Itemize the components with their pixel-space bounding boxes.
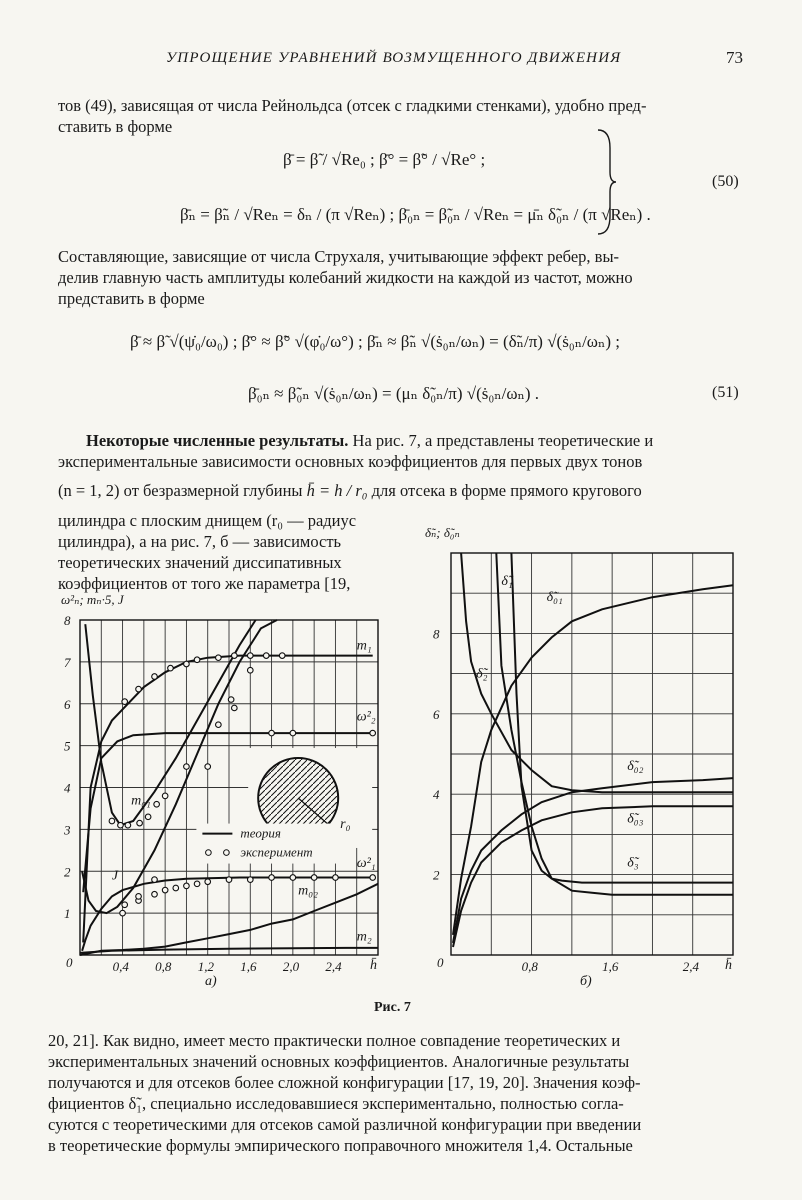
legend-experiment-label: эксперимент <box>240 844 313 860</box>
y-tick-label: 4 <box>64 780 71 796</box>
x-tick-label: 0,8 <box>521 959 538 974</box>
figure-7b <box>415 525 755 1002</box>
series-label: δ̃₂ <box>476 666 488 682</box>
para2-line: представить в форме <box>58 289 205 308</box>
x-tick-label: 1,6 <box>240 959 257 974</box>
experimental-point <box>232 653 238 659</box>
x-axis-label: h̄ <box>725 958 732 973</box>
y-axis-label: δ̃ₙ; δ̃₀ₙ <box>425 525 460 540</box>
experimental-point <box>247 667 253 673</box>
x-tick-label: 1,2 <box>197 959 214 974</box>
panel-label: б) <box>580 974 592 989</box>
experimental-point <box>184 764 190 770</box>
results-line: теоретических значений диссипативных <box>58 553 342 572</box>
results-first-line <box>58 430 744 451</box>
x-tick-label: 0,8 <box>155 959 172 974</box>
experimental-point <box>232 705 238 711</box>
y-tick-label: 1 <box>64 906 71 922</box>
experimental-point <box>109 818 115 824</box>
intro-paragraph <box>58 95 744 137</box>
series-line <box>453 778 733 943</box>
experimental-point <box>269 875 275 881</box>
experimental-point <box>173 885 179 891</box>
x-tick-label: 2,4 <box>325 959 342 974</box>
x-tick-label: 2,0 <box>282 959 300 974</box>
para2-line: Составляющие, зависящие от числа Струхаля, учитывающие эффект ребер, вы- <box>58 247 620 266</box>
y-tick-label: 4 <box>433 787 440 803</box>
results-paragraph <box>58 430 744 501</box>
experimental-point <box>370 875 376 881</box>
series-label: m₂ <box>356 929 372 945</box>
y-tick-label: 6 <box>433 706 440 722</box>
legend-experiment-swatch <box>206 850 212 856</box>
experimental-point <box>333 875 339 881</box>
radius-label: r₀ <box>340 816 351 832</box>
x-tick-label: 1,6 <box>602 959 619 974</box>
experimental-point <box>269 730 275 736</box>
results-line: цилиндра), а на рис. 7, б — зависимость <box>58 532 342 551</box>
experimental-point <box>154 801 160 807</box>
eq51-number: (51) <box>712 384 739 401</box>
experimental-point <box>216 722 222 728</box>
series-label: m₀₂ <box>298 883 319 899</box>
experimental-point <box>162 793 168 799</box>
origin-label: 0 <box>66 955 73 970</box>
page-number: 73 <box>726 48 743 67</box>
figure-7a <box>55 592 395 1002</box>
closing-line: суются с теоретическими для отсеков самой различной конфигурации при введении <box>48 1115 642 1134</box>
series-line <box>453 806 733 947</box>
experimental-point <box>168 665 174 671</box>
y-tick-label: 6 <box>64 696 71 712</box>
experimental-point <box>263 653 269 659</box>
running-title: УПРОЩЕНИЕ УРАВНЕНИЙ ВОЗМУЩЕННОГО ДВИЖЕНИЯ <box>166 50 622 66</box>
experimental-point <box>145 814 151 820</box>
experimental-point <box>311 875 317 881</box>
results-line: экспериментальные зависимости основных коэффициентов для первых двух тонов <box>58 452 643 471</box>
figure-caption: Рис. 7 <box>374 1000 411 1015</box>
series-label: J <box>111 868 119 884</box>
experimental-point <box>122 699 128 705</box>
series-label: ω²₂ <box>356 709 376 725</box>
page-header <box>0 48 802 72</box>
series-label: δ̃₃ <box>627 855 639 871</box>
series-label: ω²₁ <box>356 856 376 872</box>
strouhal-paragraph <box>58 246 744 309</box>
results-line: коэффициентов от того же параметра [19, <box>58 574 351 593</box>
results-narrow-column <box>58 510 398 594</box>
experimental-point <box>216 655 222 661</box>
y-tick-label: 2 <box>433 867 440 883</box>
intro-line: тов (49), зависящая от числа Рейнольдса (отсек с гладкими стенками), удобно пред- <box>58 96 647 115</box>
closing-line: экспериментальных значений основных коэффициентов. Аналогичные результаты <box>48 1052 630 1071</box>
eq51-row1: β̄ ≈ β̃ √(ψ̇₀/ω₀) ; β̄° ≈ β̃° √(φ̇₀/ω°) ; β̄ₙ ≈ β̃ₙ √(ṡ₀ₙ/ωₙ) = (δ̃ₙ/π) √(ṡ₀ₙ/ωₙ) ; <box>130 332 620 351</box>
series-label: δ̃₁ <box>501 574 513 590</box>
eq51-row2: β̄₀ₙ ≈ β̃₀ₙ √(ṡ₀ₙ/ωₙ) = (μₙ δ̃₀ₙ/π) √(ṡ₀ₙ/ωₙ) . <box>248 384 540 403</box>
results-line: цилиндра с плоским днищем (r₀ — радиус <box>58 511 357 530</box>
experimental-point <box>205 879 211 885</box>
closing-line: фициентов δ̃₁, специально исследовавшиеся экспериментально, полностью согла- <box>48 1094 624 1113</box>
closing-paragraph <box>48 1030 744 1156</box>
experimental-point <box>120 910 126 916</box>
panel-label: a) <box>205 974 217 989</box>
legend-experiment-swatch <box>224 850 230 856</box>
experimental-point <box>290 730 296 736</box>
experimental-point <box>184 661 190 667</box>
y-tick-label: 5 <box>64 738 71 754</box>
series-label: δ̃₀₃ <box>627 811 644 827</box>
experimental-point <box>247 653 253 659</box>
experimental-point <box>122 902 128 908</box>
experimental-point <box>228 697 234 703</box>
closing-line: 20, 21]. Как видно, имеет место практически полное совпадение теоретических и <box>48 1031 621 1050</box>
intro-line: ставить в форме <box>58 117 173 136</box>
legend-theory-label: теория <box>240 825 281 841</box>
closing-line: получаются и для отсеков более сложной конфигурации [17, 19, 20]. Значения коэф- <box>48 1073 641 1092</box>
experimental-point <box>152 891 158 897</box>
y-axis-label: ω²ₙ; mₙ·5, J <box>61 592 124 607</box>
depth-formula: h̄ = h / r₀ <box>306 481 368 500</box>
results-line: (n = 1, 2) от безразмерной глубины <box>58 481 303 500</box>
experimental-point <box>137 820 143 826</box>
experimental-point <box>184 883 190 889</box>
experimental-point <box>194 881 200 887</box>
experimental-point <box>152 674 158 680</box>
series-line <box>511 553 733 883</box>
para2-line: делив главную часть амплитуды колебаний жидкости на каждой из частот, можно <box>58 268 633 287</box>
experimental-point <box>205 764 211 770</box>
experimental-point <box>247 877 253 883</box>
experimental-point <box>136 686 142 692</box>
x-axis-label: h̄ <box>370 958 377 973</box>
closing-line: в теоретические формулы эмпирического поправочного множителя 1,4. Остальные <box>48 1136 633 1155</box>
y-tick-label: 8 <box>433 626 440 642</box>
experimental-point <box>370 730 376 736</box>
series-label: δ̃₀₁ <box>546 590 563 606</box>
x-tick-label: 2,4 <box>682 959 699 974</box>
series-label: δ̃₀₂ <box>627 759 644 775</box>
eq50-row1: β̄ = β̃ / √Re₀ ; β̄° = β̃° / √Re° ; <box>283 150 486 169</box>
results-line: для отсека в форме прямого кругового <box>371 481 642 500</box>
x-tick-label: 0,4 <box>112 959 129 974</box>
experimental-point <box>194 657 200 663</box>
experimental-point <box>290 875 296 881</box>
results-heading: Некоторые численные результаты. <box>86 431 349 450</box>
experimental-point <box>118 822 124 828</box>
results-line-with-formula <box>58 480 744 501</box>
experimental-point <box>125 822 131 828</box>
experimental-point <box>226 877 232 883</box>
y-tick-label: 7 <box>64 654 71 670</box>
results-line: На рис. 7, а представлены теоретические и <box>352 431 654 450</box>
y-tick-label: 3 <box>64 822 71 838</box>
eq50-row2: β̄ₙ = β̃ₙ / √Reₙ = δₙ / (π √Reₙ) ; β̄₀ₙ = β̃₀ₙ / √Reₙ = μ̄ₙ δ̃₀ₙ / (π √Reₙ) . <box>180 205 651 224</box>
series-label: m₁ <box>356 638 372 654</box>
series-label: m₀₁ <box>131 793 151 809</box>
origin-label: 0 <box>437 955 444 970</box>
y-tick-label: 8 <box>64 613 71 628</box>
experimental-point <box>162 887 168 893</box>
eq50-number: (50) <box>712 173 739 190</box>
experimental-point <box>152 877 158 883</box>
experimental-point <box>279 653 285 659</box>
y-tick-label: 2 <box>64 864 71 880</box>
eq50-brace <box>596 128 616 236</box>
experimental-point <box>136 894 142 900</box>
